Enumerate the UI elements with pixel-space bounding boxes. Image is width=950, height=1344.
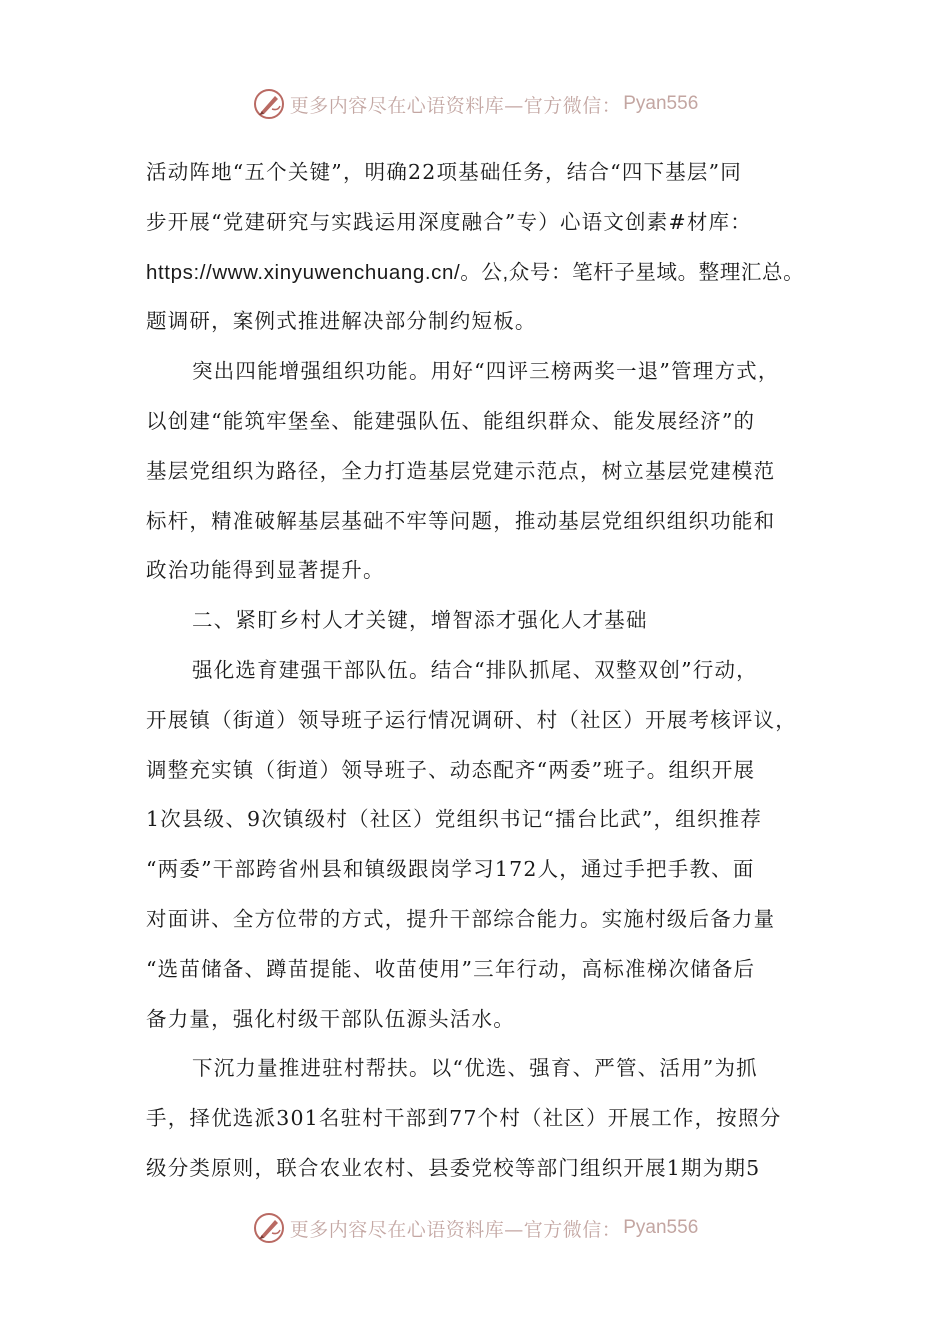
pen-logo-icon — [252, 1211, 286, 1245]
body-line: 突出四能增强组织功能。用好“四评三榜两奖一退”管理方式， — [192, 359, 780, 384]
body-line: 级分类原则，联合农业农村、县委党校等部门组织开展1期为期5 — [146, 1155, 761, 1180]
body-line: 对面讲、全方位带的方式，提升干部综合能力。实施村级后备力量 — [146, 906, 776, 931]
body-line: 题调研，案例式推进解决部分制约短板。 — [146, 309, 537, 334]
body-line: 活动阵地“五个关键”，明确22项基础任务，结合“四下基层”同 — [146, 160, 743, 184]
header-banner — [0, 84, 950, 124]
body-line: 强化选育建强干部队伍。结合“排队抓尾、双整双创”行动， — [192, 657, 758, 682]
body-line: “选苗储备、蹲苗提能、收苗使用”三年行动，高标准梯次储备后 — [146, 956, 756, 981]
footer-banner — [0, 1208, 950, 1248]
body-line: 备力量，强化村级干部队伍源头活水。 — [146, 1006, 515, 1031]
body-line: 手，择优选派301名驻村干部到77个村（社区）开展工作，按照分 — [146, 1106, 782, 1131]
body-line: https://www.xinyuwenchuang.cn/。公,众号：笔杆子星域。整理汇总。 — [146, 260, 805, 284]
body-line: 调整充实镇（街道）领导班子、动态配齐“两委”班子。组织开展 — [146, 757, 756, 782]
banner-wechat-id: Pyan556 — [623, 1217, 699, 1238]
body-line: 基层党组织为路径，全力打造基层党建示范点，树立基层党建模范 — [146, 458, 776, 483]
body-line: 标杆，精准破解基层基础不牢等问题，推动基层党组织组织功能和 — [146, 508, 776, 533]
banner-site-text: 更多内容尽在心语资料库—官方微信： — [289, 94, 622, 117]
body-line: 开展镇（街道）领导班子运行情况调研、村（社区）开展考核评议， — [146, 707, 797, 732]
body-line: “两委”干部跨省州县和镇级跟岗学习172人，通过手把手教、面 — [146, 857, 755, 882]
body-line: 政治功能得到显著提升。 — [146, 558, 385, 583]
section-heading: 二、紧盯乡村人才关键，增智添才强化人才基础 — [192, 608, 648, 633]
body-line: 1次县级、9次镇级村（社区）党组织书记“擂台比武”，组织推荐 — [146, 807, 763, 832]
banner-wechat-id: Pyan556 — [623, 93, 699, 114]
body-line: 以创建“能筑牢堡垒、能建强队伍、能组织群众、能发展经济”的 — [146, 408, 756, 433]
banner-site-text: 更多内容尽在心语资料库—官方微信： — [289, 1218, 622, 1241]
pen-logo-icon — [252, 87, 286, 121]
body-line: 步开展“党建研究与实践运用深度融合”专）心语文创素#材库： — [146, 209, 752, 234]
body-line: 下沉力量推进驻村帮扶。以“优选、强育、严管、活用”为抓 — [192, 1056, 758, 1081]
document-body — [146, 148, 826, 1194]
